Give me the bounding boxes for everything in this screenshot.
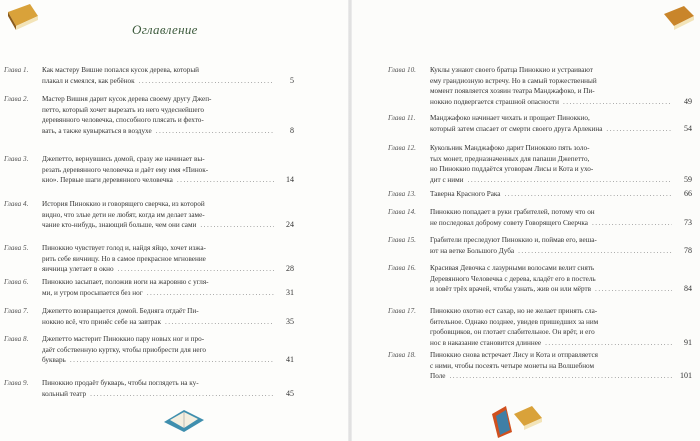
dot-leader xyxy=(70,355,274,366)
chapter-title-line: ему грандиозную встречу. Но в самый торжественный xyxy=(430,76,597,85)
chapter-title-line: букварь xyxy=(42,356,66,364)
page-number: 28 xyxy=(286,264,294,273)
open-book-icon xyxy=(160,402,208,436)
chapter-title-line: ют на ветке Большого Дуба xyxy=(430,246,515,255)
page-number: 54 xyxy=(684,123,692,133)
dot-leader xyxy=(468,175,672,186)
dot-leader xyxy=(118,264,274,275)
dot-leader xyxy=(595,284,672,295)
chapter-title-line: Как мастеру Вишне попался кусок дерева, который xyxy=(42,66,200,74)
chapter-title-line: даёт собственную куртку, чтобы приобрести для него xyxy=(42,345,206,354)
chapter-label: Глава 15. xyxy=(388,236,416,244)
chapter-label: Глава 12. xyxy=(388,144,416,152)
page-number: 14 xyxy=(286,175,294,184)
chapter-label: Глава 4. xyxy=(4,200,29,208)
chapter-label: Глава 7. xyxy=(4,307,29,315)
chapter-title-line: Джепетто возвращается домой. Бедняга отдаёт Пи- xyxy=(42,307,199,315)
chapter-title-line: яичница улетает в окно xyxy=(42,265,114,273)
chapter-title-line: который затем спасает от смерти своего друга Арлекина xyxy=(430,124,603,133)
chapter-title-line: Пиноккио снова встречает Лису и Кота и отправляется xyxy=(430,351,598,359)
chapter-title-line: с ними, чтобы посеять четыре монеты на Волшебном xyxy=(430,361,595,370)
dot-leader xyxy=(200,220,274,231)
chapter-title-line: Пиноккио чувствует голод и, найдя яйцо, хочет изжа- xyxy=(42,244,206,252)
chapter-label: Глава 5. xyxy=(4,244,29,252)
chapter-title-line: кио». Первые шаги деревянного человечка xyxy=(42,176,173,184)
dot-leader xyxy=(156,126,274,137)
dot-leader xyxy=(449,371,672,382)
chapter-title-line: плакал и смеялся, как ребёнок xyxy=(42,76,135,85)
chapter-label: Глава 1. xyxy=(4,66,29,74)
chapter-label: Глава 10. xyxy=(388,66,416,74)
dot-leader xyxy=(606,124,672,135)
chapter-title-line: ми, и утром просыпается без ног xyxy=(42,288,143,297)
page-number: 91 xyxy=(684,337,692,347)
page-title: Оглавление xyxy=(132,22,198,37)
dot-leader xyxy=(563,97,672,108)
page-number: 8 xyxy=(290,125,294,135)
book-icon xyxy=(660,2,698,32)
page-number: 59 xyxy=(684,174,692,184)
chapter-title-line: чание кто-нибудь, знающий больше, чем они сами xyxy=(42,221,197,229)
chapter-label: Глава 17. xyxy=(388,307,416,315)
chapter-title-line: Таверна Красного Рака xyxy=(430,190,501,198)
book-icon xyxy=(4,2,42,32)
dot-leader xyxy=(592,218,672,229)
chapter-title-line: Пиноккио засыпает, положив ноги на жаровню с угля- xyxy=(42,278,209,286)
dot-leader xyxy=(505,189,673,200)
dot-leader xyxy=(545,338,672,349)
chapter-label: Глава 2. xyxy=(4,95,29,103)
chapter-title-line: История Пиноккио и говорящего сверчка, из которой xyxy=(42,200,205,208)
chapter-title-line: Джепетто, вернувшись домой, сразу же начинает вы- xyxy=(42,155,205,163)
chapter-label: Глава 6. xyxy=(4,278,29,286)
page-number: 78 xyxy=(684,245,692,255)
page-number: 49 xyxy=(684,96,692,106)
dot-leader xyxy=(177,175,274,186)
dot-leader xyxy=(518,246,672,257)
books-stack-icon xyxy=(488,400,548,440)
chapter-title-line: кольный театр xyxy=(42,389,87,398)
page-number: 35 xyxy=(286,316,294,326)
chapter-label: Глава 9. xyxy=(4,379,29,387)
page-number: 5 xyxy=(290,75,294,85)
dot-leader xyxy=(147,288,274,299)
chapter-title-line: Деревянного Человечка с дерева, кладёт его в постель xyxy=(430,274,596,283)
chapter-title-line: дит с ними xyxy=(430,175,464,184)
chapter-title-line: рить себе яичницу. Но в самое прекрасное мгновение xyxy=(42,254,206,263)
chapter-title-line: Пиноккио продаёт букварь, чтобы поглядеть на ку- xyxy=(42,379,199,387)
chapter-label: Глава 14. xyxy=(388,208,416,216)
chapter-title-line: гробовщиков, он глотает слабительное. Он врёт, и его xyxy=(430,328,595,336)
chapter-title-line: Поле xyxy=(430,372,446,380)
chapter-title-line: Куклы узнают своего братца Пиноккио и устраивают xyxy=(430,66,593,74)
page-number: 66 xyxy=(684,189,692,198)
chapter-label: Глава 18. xyxy=(388,351,416,359)
chapter-title-line: деревянного человечка, способного плясать и фехто- xyxy=(42,116,204,124)
chapter-label: Глава 3. xyxy=(4,155,29,163)
chapter-title-line: не последовал доброму совету Говорящего Сверчка xyxy=(430,218,588,227)
chapter-title-line: видно, что злые дети не любят, когда им делает заме- xyxy=(42,210,205,219)
chapter-label: Глава 11. xyxy=(388,114,416,122)
chapter-title-line: Мастер Вишня дарит кусок дерева своему другу Джеп- xyxy=(42,95,212,103)
page-number: 24 xyxy=(286,220,294,229)
chapter-title-line: Грабители преследуют Пиноккио и, поймав его, веша- xyxy=(430,236,597,244)
page-number: 31 xyxy=(286,287,294,297)
chapter-title-line: но Пиноккио поддаётся уговорам Лисы и Кота и ухо- xyxy=(430,165,594,173)
page-number: 73 xyxy=(684,217,692,227)
chapter-label: Глава 13. xyxy=(388,190,416,198)
chapter-label: Глава 16. xyxy=(388,264,416,272)
dot-leader xyxy=(90,389,274,400)
chapter-title-line: Манджафоко начинает чихать и прощает Пиноккио, xyxy=(430,114,590,122)
chapter-title-line: Кукольник Манджафоко дарит Пиноккио пять золо- xyxy=(430,144,590,152)
chapter-title-line: момент появляется хозяин театра Манджафоко, и Пи- xyxy=(430,87,595,95)
chapter-title-line: ноккио всё, что принёс себе на завтрак xyxy=(42,317,161,326)
page-number: 101 xyxy=(680,371,692,380)
right-page xyxy=(350,0,700,441)
book-spine xyxy=(348,0,352,441)
page-number: 41 xyxy=(286,355,294,364)
chapter-title-line: и зовёт трёх врачей, чтобы узнать, жив он или мёртв xyxy=(430,285,592,293)
chapter-title-line: петто, который хочет вырезать из него чудеснейшего xyxy=(42,105,204,114)
dot-leader xyxy=(165,317,274,328)
chapter-title-line: ноккио подвергается страшной опасности xyxy=(430,97,559,106)
chapter-label: Глава 8. xyxy=(4,335,29,343)
chapter-title-line: Пиноккио попадает в руки грабителей, потому что он xyxy=(430,208,595,216)
dot-leader xyxy=(139,76,274,87)
chapter-title-line: Джепетто мастерит Пиноккио пару новых ног и про- xyxy=(42,335,205,343)
chapter-title-line: нос в наказание становится длиннее xyxy=(430,338,542,347)
chapter-title-line: Пиноккио охотно ест сахар, но не желает принять сла- xyxy=(430,307,598,315)
page-number: 84 xyxy=(684,284,692,293)
chapter-title-line: вать, а также кувыркаться в воздухе xyxy=(42,126,152,135)
page-number: 45 xyxy=(286,388,294,398)
chapter-title-line: тых монет, предназначенных для папаши Джепетто, xyxy=(430,154,590,163)
chapter-title-line: бительное. Однако позднее, увидев пришедших за ним xyxy=(430,317,599,326)
chapter-title-line: Красивая Девочка с лазурными волосами велит снять xyxy=(430,264,595,272)
chapter-title-line: резать деревянного человечка и даёт ему имя «Пинок- xyxy=(42,165,209,174)
